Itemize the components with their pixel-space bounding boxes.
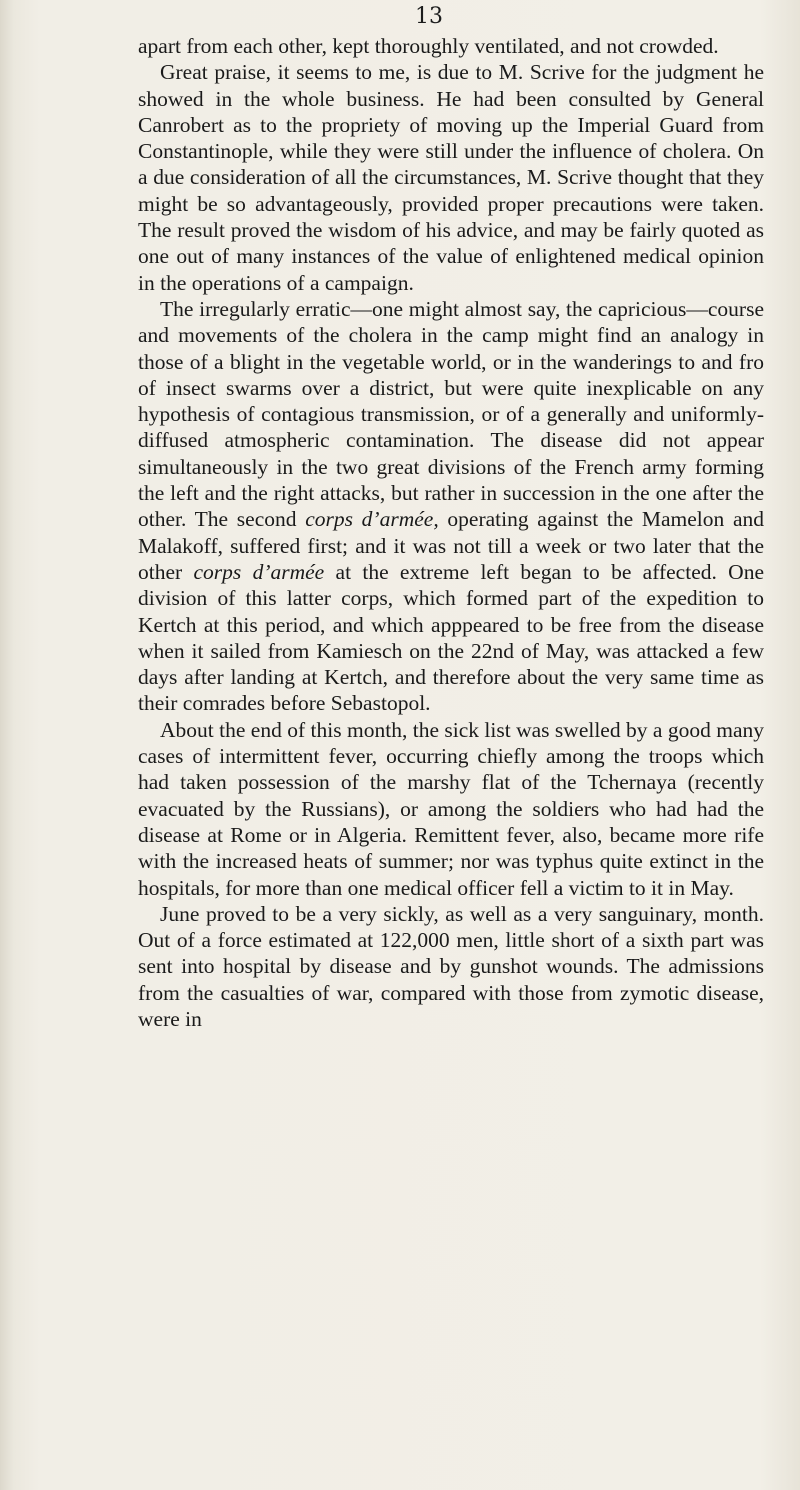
text-run: About the end of this month, the sick list was swelled by a good many cases of intermittent fever, occurring chiefly among the troops which had taken possession of the marshy flat of the Tchernaya (recently evacuated by the Russians), or among the soldiers who had had the disease at Rome or in Algeria. Remittent fever, also, became more rife with the increased heats of summer; nor was typhus quite extinct in the hospitals, for more than one medical officer fell a victim to it in May. <box>138 717 764 900</box>
paragraph <box>138 33 764 59</box>
text-run: The irregularly erratic—one might almost say, the capricious—course and movements of the cholera in the camp might find an analogy in those of a blight in the vegetable world, or in the wanderings to and fro of insect swarms over a district, but were quite inexplicable on any hypothesis of contagious transmission, or of a generally and uniformly-diffused atmospheric contamination. The disease did not appear simultaneously in the two great divisions of the French army forming the left and the right attacks, but rather in succession in the one after the other. The second <box>138 296 764 532</box>
paragraph <box>138 59 764 296</box>
text-run: Great praise, it seems to me, is due to M. Scrive for the judgment he showed in the whole business. He had been consulted by General Canrobert as to the propriety of moving up the Imperial Guard from Constantinople, while they were still under the influence of cholera. On a due consideration of all the circumstances, M. Scrive thought that they might be so advantageously, provided proper precautions were taken. The result proved the wisdom of his advice, and may be fairly quoted as one out of many instances of the value of enlightened medical opinion in the operations of a campaign. <box>138 60 764 295</box>
paragraph <box>138 901 764 1032</box>
italic-phrase: corps d’armée, <box>305 507 439 532</box>
page-number: 13 <box>415 4 443 29</box>
text-run: operating against the Mamelon and Malakoff, suffered first; and it was not till a week or two later that the other <box>138 507 764 584</box>
paragraph <box>138 717 764 901</box>
italic-phrase: corps d’armée <box>193 559 325 584</box>
text-run: June proved to be a very sickly, as well as a very sanguinary, month. Out of a force estimated at 122,000 men, little short of a sixth part was sent into hospital by disease and by gunshot wounds. The admissions from the casualties of war, compared with those from zymotic disease, were in <box>138 901 764 1031</box>
body-text <box>138 33 764 1032</box>
text-run: apart from each other, kept thoroughly ventilated, and not crowded. <box>138 34 719 58</box>
paragraph <box>138 296 764 717</box>
text-run: at the extreme left began to be affected. One division of this latter corps, which formed part of the expedition to Kertch at this period, and which apppeared to be free from the disease when it sailed from Kamiesch on the 22nd of May, was attacked a few days after landing at Kertch, and therefore about the very same time as their comrades before Sebastopol. <box>138 559 764 716</box>
